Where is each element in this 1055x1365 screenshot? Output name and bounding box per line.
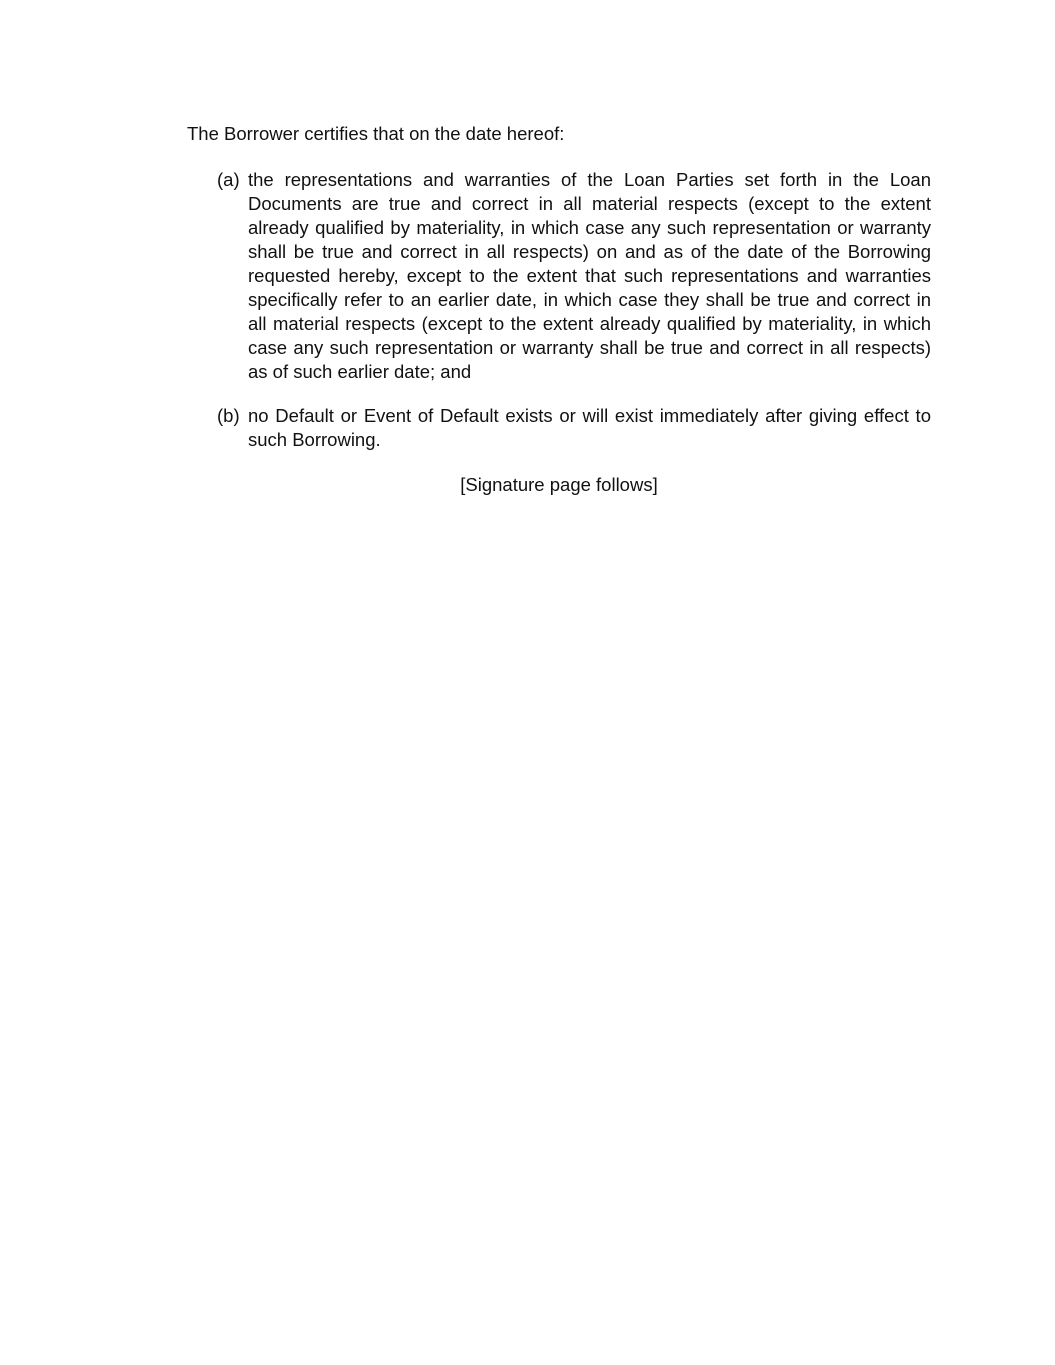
- list-item-a: [187, 168, 931, 384]
- list-marker: (a): [217, 169, 240, 190]
- signature-page-note: [Signature page follows]: [460, 474, 658, 495]
- list-item-text: the representations and warranties of the Loan Parties set forth in the Loan Documents are true and correct in all material respects (except to the extent already qualified by materiality, in which case any such representation or warranty shall be true and correct in all respects) on and as of the date of the Borrowing requested hereby, except to the extent that such representations and warranties specifically refer to an earlier date, in which case they shall be true and correct in all material respects (except to the extent already qualified by materiality, in which case any such representation or warranty shall be true and correct in all respects) as of such earlier date; and: [248, 169, 931, 382]
- list-marker: (b): [217, 405, 240, 426]
- intro-paragraph: The Borrower certifies that on the date hereof:: [187, 123, 565, 144]
- document-body: [187, 122, 931, 516]
- list-item-text: no Default or Event of Default exists or will exist immediately after giving effect to such Borrowing.: [248, 405, 931, 450]
- list-item-b: [187, 404, 931, 452]
